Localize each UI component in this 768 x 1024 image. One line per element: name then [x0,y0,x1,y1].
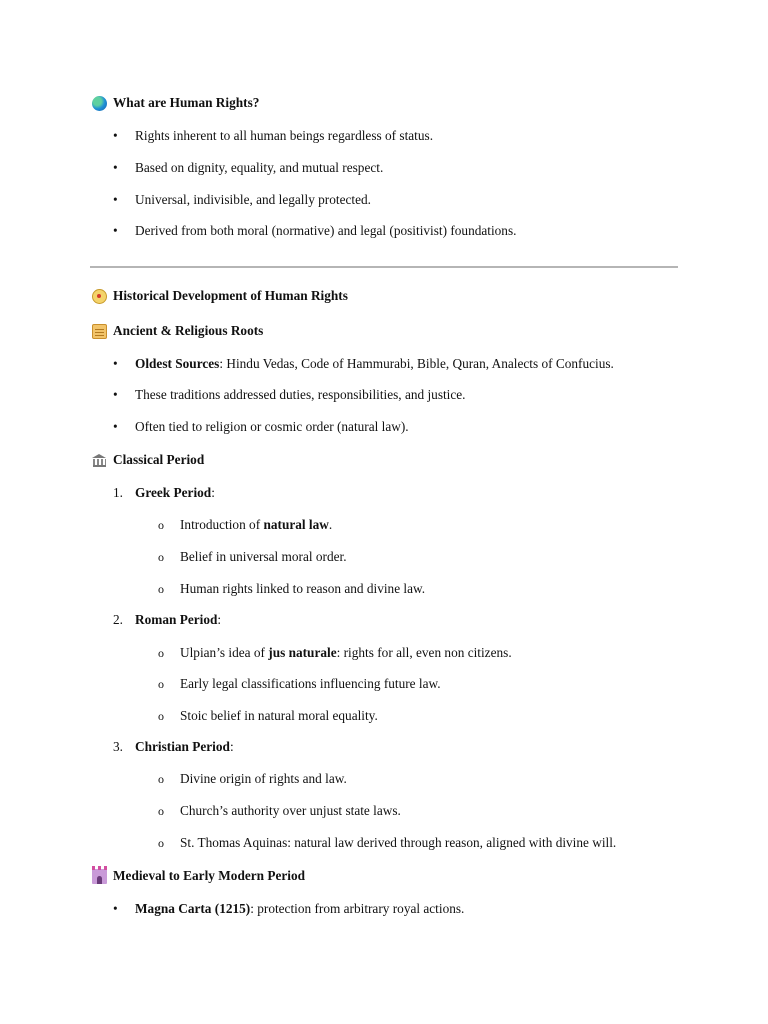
sub-list-item [180,517,332,533]
bullet-marker: • [113,223,118,238]
sub-list-item: Stoic belief in natural moral equality. [180,708,378,723]
heading-historical-development [92,288,348,304]
sub-list-item: Early legal classifications influencing future law. [180,676,441,691]
list-item: These traditions addressed duties, responsibilities, and justice. [135,387,466,402]
sub-list-item: Human rights linked to reason and divine law. [180,581,426,596]
sub-list-item [180,645,512,661]
bullet-marker: • [113,387,118,402]
sub-bullet-marker: o [158,550,164,564]
item-text: . [328,517,333,532]
heading-text: What are Human Rights? [113,95,260,110]
compass-icon [92,289,107,304]
sub-bullet-marker: o [158,582,164,596]
bullet-marker: • [113,128,118,143]
colon: : [217,612,222,627]
list-item-christian-period [135,739,234,755]
sub-list-item: Divine origin of rights and law. [180,771,347,786]
list-item: Universal, indivisible, and legally protected. [135,192,371,207]
sub-bullet-marker: o [158,677,164,691]
bold-term: Christian Period [135,739,230,754]
bullet-marker: • [113,419,118,434]
list-item-greek-period [135,485,215,501]
list-item: Based on dignity, equality, and mutual respect. [135,160,384,175]
colon: : [229,739,234,754]
list-item: Derived from both moral (normative) and legal (positivist) foundations. [135,223,517,238]
heading-text: Ancient & Religious Roots [113,323,264,338]
item-text: Introduction of [180,517,264,532]
list-number: 2. [113,612,123,627]
sub-list-item: Belief in universal moral order. [180,549,347,564]
sub-bullet-marker: o [158,804,164,818]
list-number: 1. [113,485,123,500]
heading-what-are-human-rights [92,95,259,111]
bullet-marker: • [113,160,118,175]
heading-medieval-period [92,868,305,884]
list-item: Often tied to religion or cosmic order (natural law). [135,419,409,434]
list-item [135,901,464,917]
globe-icon [92,96,107,111]
list-item-roman-period [135,612,221,628]
castle-icon [92,869,107,884]
bold-term: jus naturale [268,645,337,660]
bold-term: natural law [263,517,329,532]
bullet-marker: • [113,356,118,371]
bullet-marker: • [113,901,118,916]
heading-text: Classical Period [113,452,205,467]
bullet-marker: • [113,192,118,207]
list-item [135,356,614,372]
sub-bullet-marker: o [158,836,164,850]
sub-bullet-marker: o [158,709,164,723]
item-text: : Hindu Vedas, Code of Hammurabi, Bible, Quran, Analects of Confucius. [219,356,614,371]
sub-bullet-marker: o [158,772,164,786]
sub-bullet-marker: o [158,518,164,532]
sub-list-item: St. Thomas Aquinas: natural law derived through reason, aligned with divine will. [180,835,617,850]
heading-ancient-religious-roots [92,323,263,339]
item-text: : rights for all, even non citizens. [336,645,512,660]
heading-text: Medieval to Early Modern Period [113,868,306,883]
item-text: : protection from arbitrary royal actions. [250,901,465,916]
bold-term: Oldest Sources [135,356,220,371]
colon: : [211,485,215,500]
list-number: 3. [113,739,123,754]
bold-term: Roman Period [135,612,218,627]
classical-building-icon [92,454,107,467]
item-text: Ulpian’s idea of [180,645,269,660]
bold-term: Greek Period [135,485,212,500]
bold-term: Magna Carta (1215) [135,901,251,916]
horizontal-divider [90,266,678,268]
sub-list-item: Church’s authority over unjust state laws. [180,803,401,818]
list-item: Rights inherent to all human beings regardless of status. [135,128,434,143]
scroll-icon [92,324,107,339]
heading-text: Historical Development of Human Rights [113,288,348,303]
heading-classical-period [92,452,204,468]
sub-bullet-marker: o [158,646,164,660]
